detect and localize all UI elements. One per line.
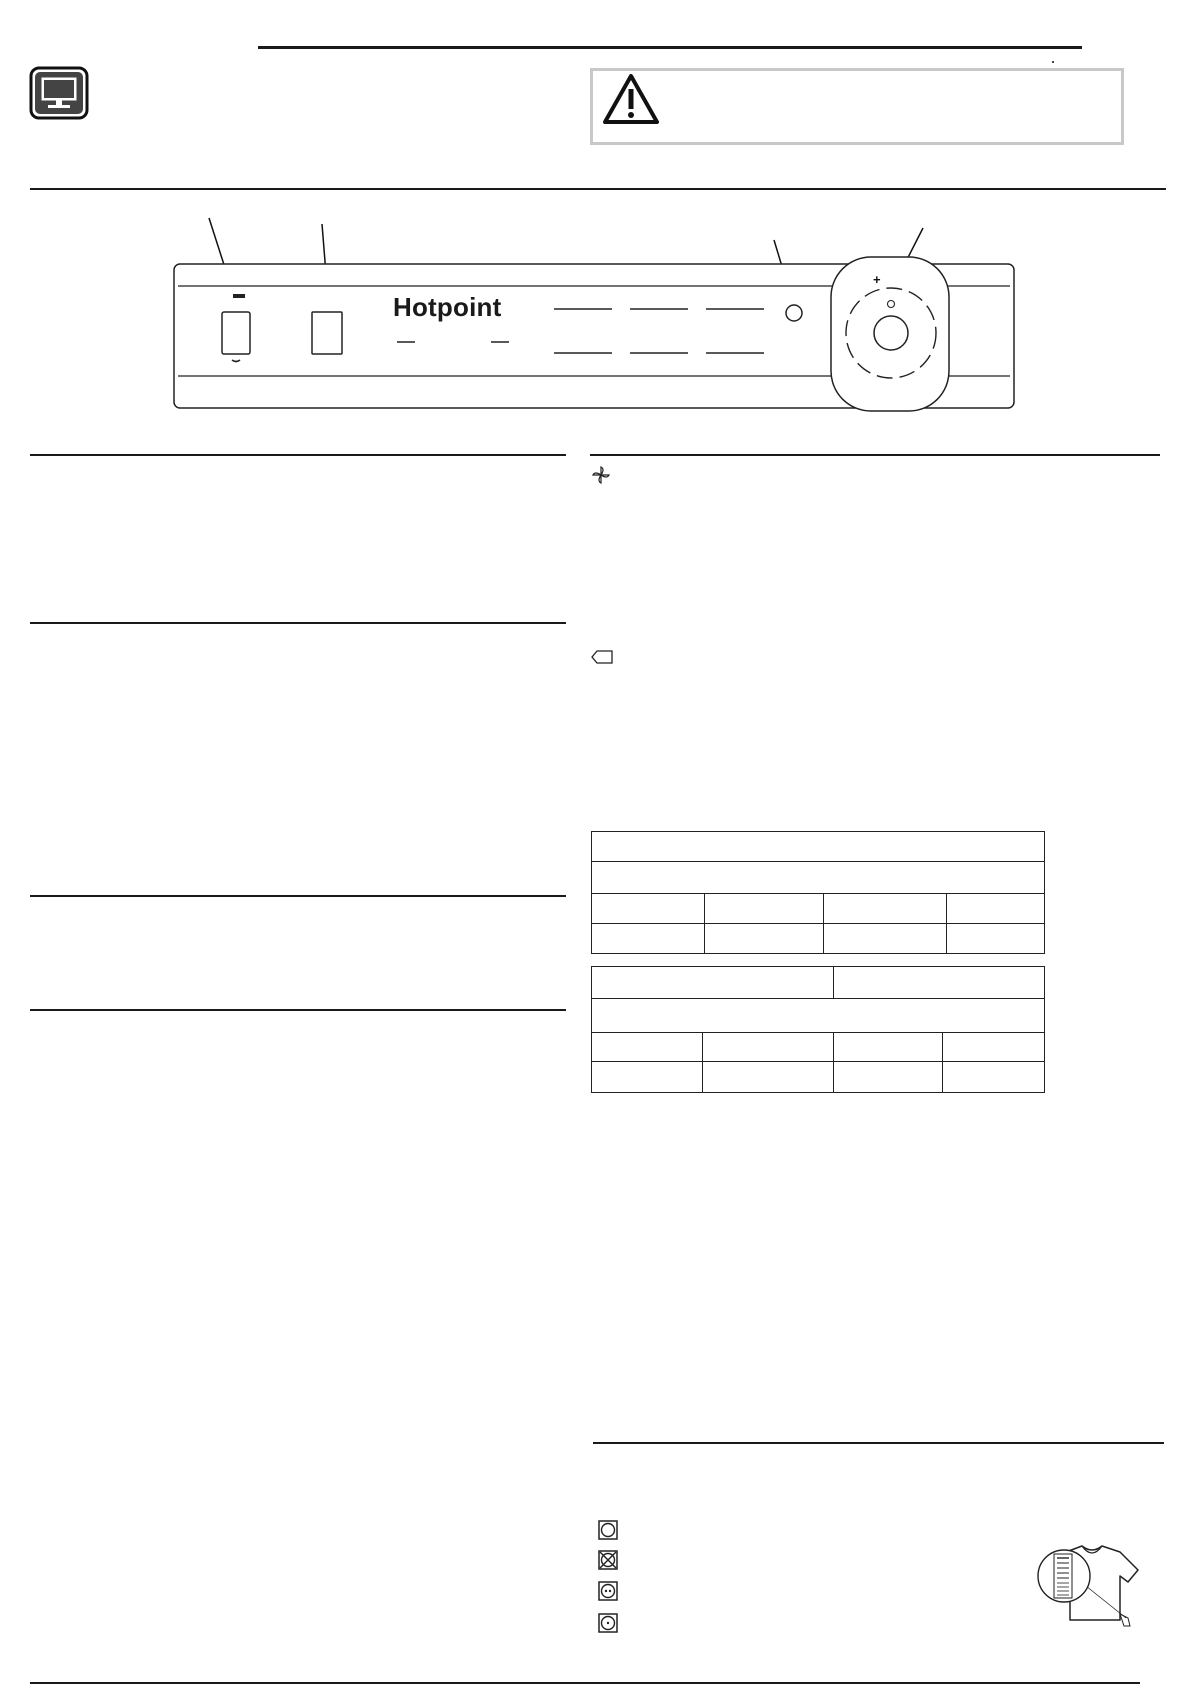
left-rule-2 (30, 622, 566, 624)
left-rule-1 (30, 454, 566, 456)
monitor-icon (29, 66, 89, 125)
do-not-tumble-dry-icon (598, 1550, 618, 1575)
table-cell (705, 894, 824, 924)
section-rule-top (30, 188, 1166, 190)
footer-rule (30, 1682, 1140, 1684)
header-dot (1052, 61, 1054, 63)
table-row (592, 999, 1045, 1033)
table-cell (592, 1033, 703, 1062)
right-rule-1 (590, 454, 1160, 456)
label-tag-icon (591, 650, 613, 669)
table-row (592, 862, 1045, 894)
warning-box (590, 68, 1124, 145)
tumble-dry-low-heat-icon (598, 1613, 618, 1638)
table-cell (592, 967, 834, 999)
table-cell (705, 924, 824, 954)
table-cell (943, 1033, 1045, 1062)
spec-table-2 (591, 966, 1045, 1093)
control-panel-illustration (150, 210, 1050, 425)
table-cell (824, 924, 947, 954)
tumble-dry-normal-heat-icon (598, 1581, 618, 1606)
spec-table-1 (591, 831, 1045, 954)
table-cell (834, 1033, 943, 1062)
tumble-dry-icon (598, 1520, 618, 1545)
table-cell (834, 1062, 943, 1093)
left-rule-3 (30, 895, 566, 897)
brand-logo: Hotpoint (393, 292, 502, 322)
table-cell (947, 924, 1045, 954)
fan-icon (592, 466, 610, 489)
right-rule-2 (593, 1442, 1164, 1444)
table-cell (592, 924, 705, 954)
header-rule (258, 46, 1082, 49)
table-cell (824, 894, 947, 924)
left-rule-4 (30, 1009, 566, 1011)
table-cell (592, 1062, 703, 1093)
tshirt-care-label-icon (1036, 1540, 1144, 1633)
table-cell (592, 894, 705, 924)
dial-plus-label: + (873, 272, 881, 287)
table-cell (947, 894, 1045, 924)
table-row (592, 832, 1045, 862)
table-cell (703, 1033, 834, 1062)
table-cell (703, 1062, 834, 1093)
warning-triangle-icon (601, 72, 661, 131)
table-cell (943, 1062, 1045, 1093)
table-cell (834, 967, 1045, 999)
